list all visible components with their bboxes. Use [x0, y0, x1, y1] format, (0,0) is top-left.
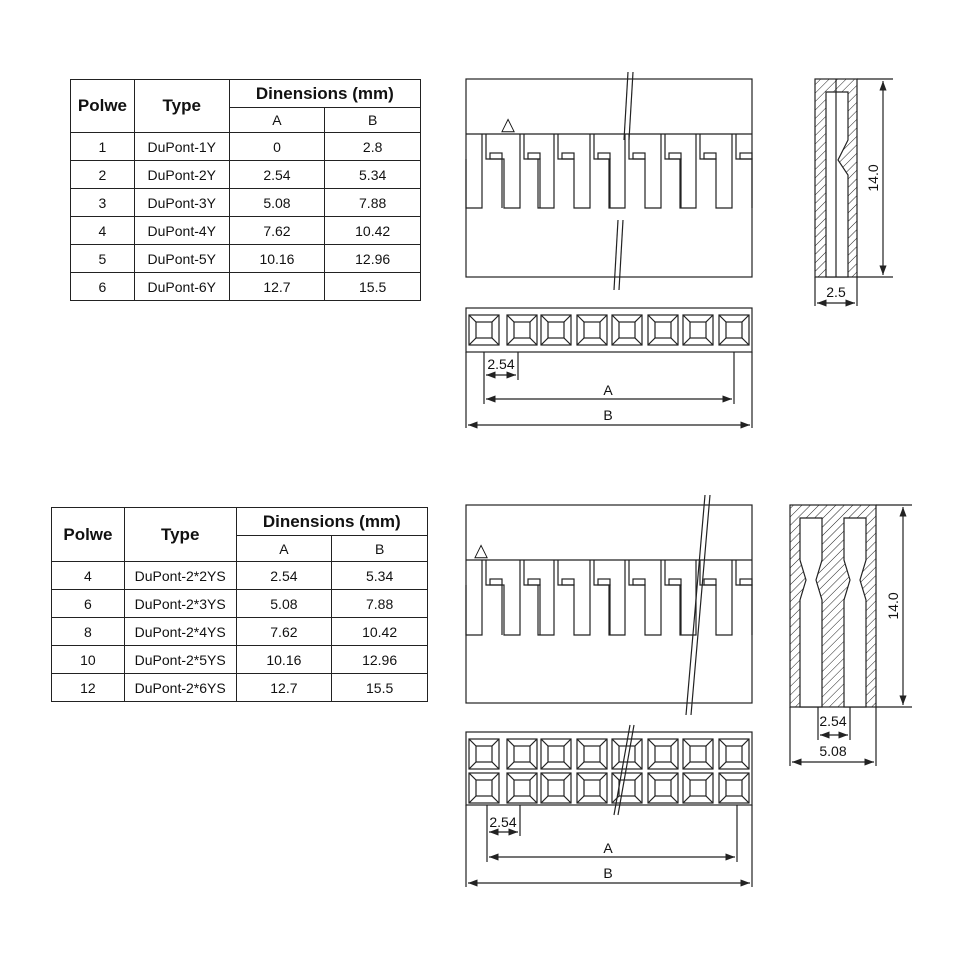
contact-opening	[577, 773, 607, 803]
contact-opening	[683, 315, 713, 345]
cell-b: 7.88	[325, 189, 421, 217]
contact-opening	[469, 739, 499, 769]
latch-tab	[562, 579, 574, 585]
cell-a: 0	[229, 133, 325, 161]
contact-opening	[507, 315, 537, 345]
cell-a: 5.08	[229, 189, 325, 217]
contact-opening	[507, 739, 537, 769]
front-view-comb	[466, 560, 752, 635]
header-b: B	[332, 536, 428, 562]
contact-opening	[577, 315, 607, 345]
contact-opening	[648, 739, 678, 769]
latch-tab	[704, 579, 716, 585]
a-label: A	[603, 840, 613, 856]
header-a: A	[229, 108, 325, 133]
cell-type: DuPont-2*5YS	[124, 646, 236, 674]
latch-tab	[598, 153, 610, 159]
single-row-drawing	[466, 72, 893, 428]
cell-b: 10.42	[325, 217, 421, 245]
front-view-comb	[466, 134, 752, 208]
latch-tab	[562, 153, 574, 159]
cell-b: 5.34	[325, 161, 421, 189]
cell-b: 2.8	[325, 133, 421, 161]
cell-type: DuPont-2Y	[134, 161, 229, 189]
cell-polwe: 6	[71, 273, 135, 301]
cell-b: 12.96	[325, 245, 421, 273]
pin1-mark: △	[474, 540, 488, 560]
contact-opening	[541, 739, 571, 769]
latch-tab	[528, 579, 540, 585]
latch-tab	[633, 153, 645, 159]
cell-a: 2.54	[236, 562, 332, 590]
cell-type: DuPont-4Y	[134, 217, 229, 245]
contact-opening	[683, 739, 713, 769]
contact-opening	[719, 739, 749, 769]
cell-type: DuPont-1Y	[134, 133, 229, 161]
contact-openings	[469, 739, 749, 803]
latch-tab	[528, 153, 540, 159]
cell-a: 12.7	[236, 674, 332, 702]
contact-opening	[612, 315, 642, 345]
pitch-label: 2.54	[489, 814, 517, 830]
pin1-mark: △	[501, 114, 515, 134]
latch-tab	[598, 579, 610, 585]
contact-opening	[541, 315, 571, 345]
latch-tab	[490, 153, 502, 159]
cell-a: 12.7	[229, 273, 325, 301]
height-label: 14.0	[865, 164, 881, 192]
height-label: 14.0	[885, 592, 901, 620]
cell-polwe: 4	[71, 217, 135, 245]
contact-opening	[612, 773, 642, 803]
latch-tab	[669, 579, 681, 585]
latch-tab	[633, 579, 645, 585]
contact-openings	[469, 315, 749, 345]
contact-opening	[577, 739, 607, 769]
contact-opening	[541, 773, 571, 803]
cell-b: 12.96	[332, 646, 428, 674]
cell-polwe: 4	[52, 562, 125, 590]
latch-tab	[704, 153, 716, 159]
cell-polwe: 2	[71, 161, 135, 189]
break-line	[614, 495, 710, 815]
cell-a: 10.16	[229, 245, 325, 273]
b-label: B	[603, 407, 613, 423]
latch-tab	[740, 579, 752, 585]
cell-a: 2.54	[229, 161, 325, 189]
cell-a: 7.62	[229, 217, 325, 245]
cell-b: 10.42	[332, 618, 428, 646]
latch-tab	[669, 153, 681, 159]
cell-polwe: 12	[52, 674, 125, 702]
cell-type: DuPont-2*3YS	[124, 590, 236, 618]
header-type: Type	[124, 508, 236, 562]
cell-type: DuPont-3Y	[134, 189, 229, 217]
cell-type: DuPont-5Y	[134, 245, 229, 273]
cell-b: 15.5	[325, 273, 421, 301]
cell-a: 7.62	[236, 618, 332, 646]
contact-opening	[469, 773, 499, 803]
cell-polwe: 3	[71, 189, 135, 217]
dual-row-drawing	[466, 495, 912, 887]
contact-opening	[719, 773, 749, 803]
width-label: 5.08	[819, 743, 847, 759]
cell-polwe: 8	[52, 618, 125, 646]
cell-polwe: 5	[71, 245, 135, 273]
cell-a: 10.16	[236, 646, 332, 674]
cell-b: 5.34	[332, 562, 428, 590]
header-dimensions: Dinensions (mm)	[229, 80, 420, 108]
side-pitch-label: 2.54	[819, 713, 847, 729]
latch-tab	[490, 579, 502, 585]
contact-opening	[648, 315, 678, 345]
contact-opening	[648, 773, 678, 803]
latch-tab	[740, 153, 752, 159]
header-polwe: Polwe	[52, 508, 125, 562]
pitch-label: 2.54	[487, 356, 515, 372]
header-polwe: Polwe	[71, 80, 135, 133]
header-a: A	[236, 536, 332, 562]
cell-polwe: 1	[71, 133, 135, 161]
contact-opening	[507, 773, 537, 803]
contact-opening	[683, 773, 713, 803]
cell-polwe: 6	[52, 590, 125, 618]
break-line	[614, 72, 633, 290]
cell-type: DuPont-2*6YS	[124, 674, 236, 702]
a-label: A	[603, 382, 613, 398]
cell-a: 5.08	[236, 590, 332, 618]
width-label: 2.5	[826, 284, 846, 300]
cell-type: DuPont-2*2YS	[124, 562, 236, 590]
cell-b: 7.88	[332, 590, 428, 618]
cell-type: DuPont-6Y	[134, 273, 229, 301]
contact-opening	[719, 315, 749, 345]
cell-polwe: 10	[52, 646, 125, 674]
cell-b: 15.5	[332, 674, 428, 702]
header-type: Type	[134, 80, 229, 133]
contact-opening	[469, 315, 499, 345]
header-b: B	[325, 108, 421, 133]
cell-type: DuPont-2*4YS	[124, 618, 236, 646]
b-label: B	[603, 865, 613, 881]
header-dimensions: Dinensions (mm)	[236, 508, 427, 536]
